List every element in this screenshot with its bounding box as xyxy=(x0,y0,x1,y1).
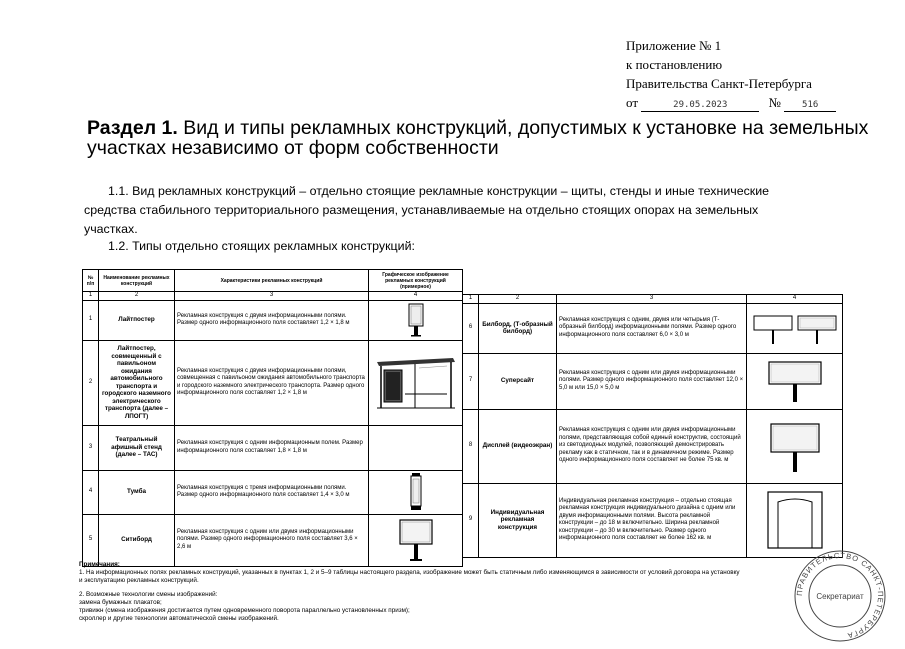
appendix-line-2: к постановлению xyxy=(626,57,723,72)
table-row xyxy=(83,470,463,514)
section-title-text: Вид и типы рекламных конструкций, допустимых к установке на земельных участках независимо от форм собственности xyxy=(87,117,869,159)
col-number: 3 xyxy=(175,292,369,301)
row-name: Театральный афишный стенд (далее – ТАС) xyxy=(99,425,175,470)
paragraph-1: 1.1. Вид рекламных конструкций – отдельно стоящие рекламные конструкции – щиты, стенды и иные технические средства стабильного территориального размещения, устанавливаемые на отдельно стоящих опорах на земельных участках. xyxy=(84,184,770,236)
row-number: 4 xyxy=(83,470,99,514)
table-row xyxy=(463,409,843,483)
note-1-continued: и эксплуатацию рекламных конструкций. xyxy=(79,577,199,584)
row-name: Лайтпостер, совмещенный с павильоном ожидания автомобильного транспорта и городского наземного электрического транспорта (далее – ЛПОГТ) xyxy=(99,340,175,425)
row-description: Рекламная конструкция с тремя информационными полями. Размер одного информационного поля составляет 1,4 × 3,0 м xyxy=(175,470,369,514)
row-name: Ситиборд xyxy=(99,514,175,566)
table-row xyxy=(83,340,463,425)
row-name: Лайтпостер xyxy=(99,300,175,340)
appendix-header xyxy=(626,36,836,112)
column-pillar-icon xyxy=(369,470,463,514)
table-row xyxy=(463,303,843,353)
row-number: 9 xyxy=(463,483,479,557)
section-title xyxy=(87,118,887,158)
lightposter-icon xyxy=(369,300,463,340)
row-name: Тумба xyxy=(99,470,175,514)
header-characteristics: Характеристики рекламных конструкций xyxy=(175,270,369,292)
header-name: Наименование рекламных конструкций xyxy=(99,270,175,292)
row-number: 8 xyxy=(463,409,479,483)
stamp-ring-text: ПРАВИТЕЛЬСТВО САНКТ-ПЕТЕРБУРГА xyxy=(794,550,886,641)
theater-stand-image xyxy=(369,425,463,470)
appendix-date: 29.05.2023 xyxy=(641,99,759,112)
row-name: Суперсайт xyxy=(479,353,557,409)
table-row xyxy=(463,483,843,557)
number-label: № xyxy=(768,95,781,110)
table-row xyxy=(83,300,463,340)
col-number: 1 xyxy=(83,292,99,301)
appendix-line-3: Правительства Санкт-Петербурга xyxy=(626,76,812,91)
col-number: 4 xyxy=(369,292,463,301)
display-screen-icon xyxy=(747,409,843,483)
from-label: от xyxy=(626,95,639,110)
appendix-line-1: Приложение № 1 xyxy=(626,38,722,53)
supersite-icon xyxy=(747,353,843,409)
row-description: Рекламная конструкция с одним, двумя или четырьмя (Т-образный билборд) информационными полями. Размер одного информационного поля составляет 6,0 × 3,0 м xyxy=(557,303,747,353)
note-5: скроллер и другие технологии автоматической смены изображений. xyxy=(79,615,279,622)
row-number: 2 xyxy=(83,340,99,425)
col-number: 1 xyxy=(463,295,479,304)
note-2: 2. Возможные технологии смены изображений: xyxy=(79,591,218,598)
section-title-bold: Раздел 1. xyxy=(87,117,178,139)
paragraph-2: 1.2. Типы отдельно стоящих рекламных конструкций: xyxy=(108,239,415,253)
row-name: Билборд, (Т-образный билборд) xyxy=(479,303,557,353)
row-name: Дисплей (видеоэкран) xyxy=(479,409,557,483)
note-3: замена бумажных плакатов; xyxy=(79,599,162,606)
individual-structure-icon xyxy=(747,483,843,557)
col-number: 4 xyxy=(747,295,843,304)
col-number: 2 xyxy=(479,295,557,304)
row-description: Рекламная конструкция с одним информационным полем. Размер информационного поля составляет 1,8 × 1,8 м xyxy=(175,425,369,470)
row-description: Рекламная конструкция с двумя информационными полями. Размер одного информационного поля составляет 1,2 × 1,8 м xyxy=(175,300,369,340)
notes-title: Примечания: xyxy=(79,561,120,568)
official-stamp xyxy=(792,548,888,649)
row-name: Индивидуальная рекламная конструкция xyxy=(479,483,557,557)
row-number: 6 xyxy=(463,303,479,353)
left-table xyxy=(82,269,463,567)
row-number: 1 xyxy=(83,300,99,340)
row-description: Рекламная конструкция с двумя информационными полями, совмещенная с павильоном ожидания автомобильного транспорта и городского наземного электрического транспорта. Размер одного информационного поля составляет 1,2 × 1,8 м xyxy=(175,340,369,425)
appendix-date-line xyxy=(626,93,836,112)
row-number: 7 xyxy=(463,353,479,409)
header-number: № п/п xyxy=(83,270,99,292)
col-number: 3 xyxy=(557,295,747,304)
billboard-icon xyxy=(747,303,843,353)
col-number: 2 xyxy=(99,292,175,301)
row-number: 5 xyxy=(83,514,99,566)
bus-shelter-icon xyxy=(369,340,463,425)
table-row xyxy=(83,425,463,470)
note-1: 1. На информационных полях рекламных конструкций, указанных в пунктах 1, 2 и 5–9 таблицы настоящего раздела, изображение может быть статичным либо изменяющимся в зависимости от условий договора на установку xyxy=(79,569,740,576)
row-number: 3 xyxy=(83,425,99,470)
right-table xyxy=(462,294,843,558)
stamp-center-text: Секретариат xyxy=(816,592,864,601)
appendix-number: 516 xyxy=(784,99,836,112)
row-description: Рекламная конструкция с одним или двумя информационными полями. Размер одного информационного поля составляет 12,0 × 5,0 м или 15,0 × 5,0 м xyxy=(557,353,747,409)
row-description: Рекламная конструкция с одним или двумя информационными полями, представляющая собой единый конструктив, состоящий из светодиодных модулей, позволяющий демонстрировать рекламу как в статичном, так и в динамичном режиме. Размер одного информационного поля составляет не более 75 кв. м xyxy=(557,409,747,483)
cityboard-icon xyxy=(369,514,463,566)
table-row xyxy=(463,353,843,409)
row-description: Индивидуальная рекламная конструкция – отдельно стоящая рекламная конструкция индивидуального дизайна с одним или двумя информационными полями. Высота рекламной конструкции – до 18 м включительно. Ширина рекламной конструкции – до 30 м включительно. Размер одного информационного поля составляет не более 162 кв. м xyxy=(557,483,747,557)
note-4: тривижн (смена изображения достигается путем одновременного поворота параллельно установленных призм); xyxy=(79,607,410,614)
header-image: Графическое изображение рекламных конструкций (примерное) xyxy=(369,270,463,292)
table-row xyxy=(83,514,463,566)
row-description: Рекламная конструкция с одним или двумя информационными полями. Размер одного информационного поля составляет 3,6 × 2,6 м xyxy=(175,514,369,566)
notes-block xyxy=(79,561,819,623)
